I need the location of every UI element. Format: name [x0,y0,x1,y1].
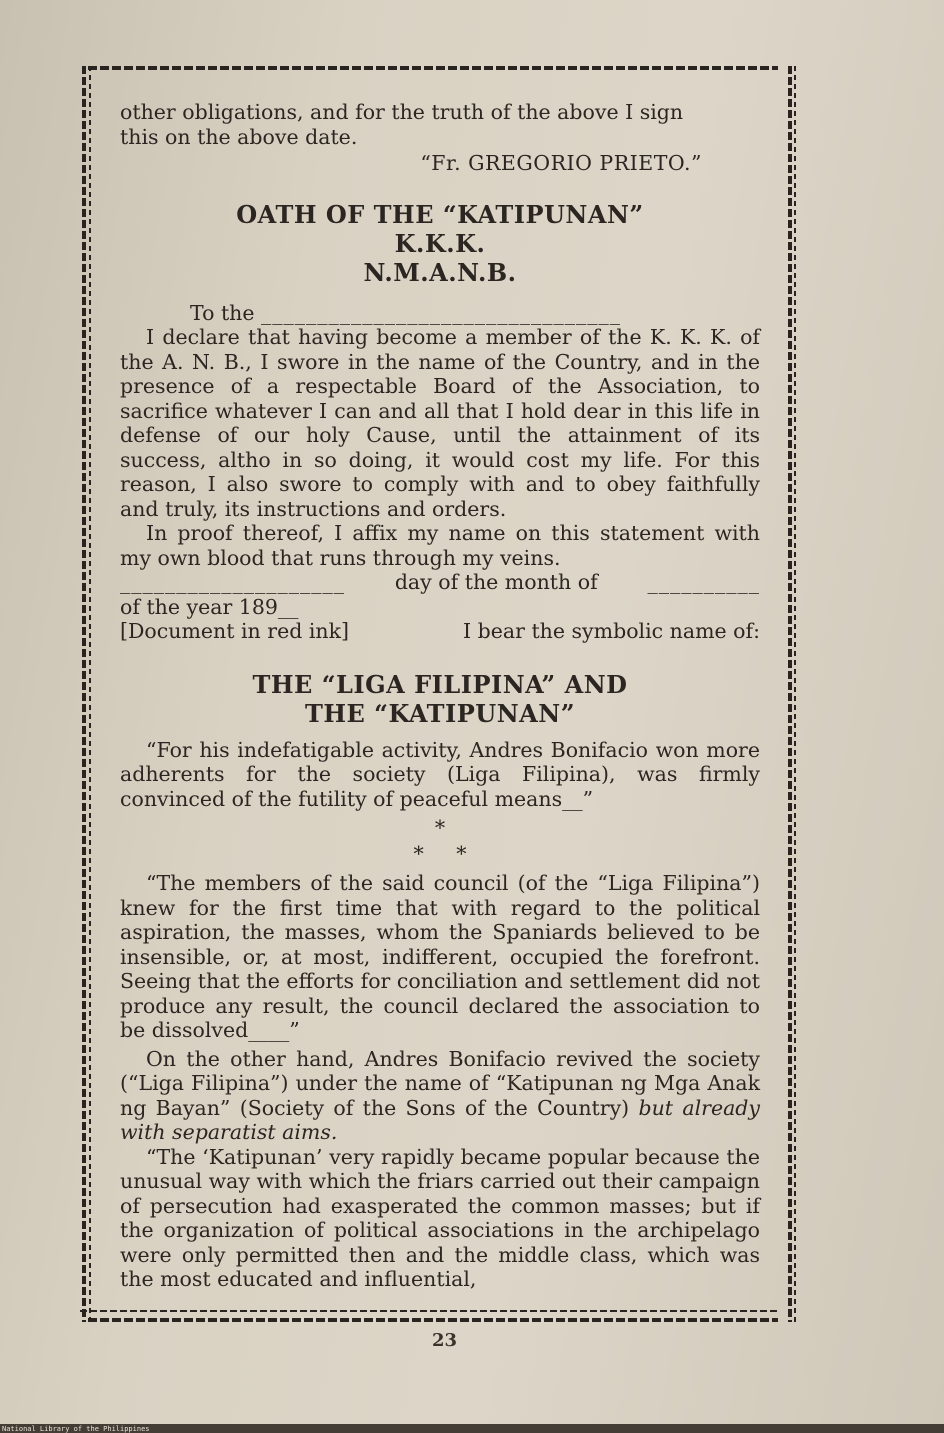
page-number: 23 [432,1330,458,1351]
separator-star-top: * [434,816,446,840]
document-note: [Document in red ink] [120,619,350,643]
oath-paragraph-2: In proof thereof, I affix my name on this statement with my own blood that runs through my veins. [120,521,760,570]
footer-credit: National Library of the Philippines [2,1425,150,1433]
liga-title-2: THE “KATIPUNAN” [304,698,576,728]
month-blank: __________ [647,570,760,594]
liga-paragraph-3-italic: but already with separatist aims. [120,1095,760,1144]
day-blank: ____________________ [120,570,345,594]
oath-paragraph-1: I declare that having become a member of the K. K. K. of the A. N. B., I swore in the name of the Country, and in the presence of a respectable Board of the Association, to sacrifice whatever I can and all that I hold dear in this life in defense of our holy Cause, until the attainment of its success, altho in so doing, it would cost my life. For this reason, I also swore to comply with and to obey faithfully and truly, its instructions and orders. [120,325,760,521]
section-separator [120,815,760,867]
symbolic-name: I bear the symbolic name of: [463,619,760,643]
decorative-border-right [788,66,792,1322]
date-line [120,570,760,595]
to-line [120,301,760,326]
liga-paragraph-2: “The members of the said council (of the “Liga Filipina”) knew for the first time that with regard to the political aspiration, the masses, whom the Spaniards believed to be insensible, or, at most, indifferent, occupied the forefront. Seeing that the efforts for conciliation and settlement did not produce any result, the council declared the association to be dissolved____” [120,871,760,1042]
oath-subtitle-nmanb: N.M.A.N.B. [363,257,517,287]
to-label: To the [190,300,255,325]
decorative-border-left [82,66,86,1322]
oath-title: OATH OF THE “KATIPUNAN” [236,199,644,229]
text-line: other obligations, and for the truth of the above I sign [120,100,684,124]
page-content [120,100,760,1292]
document-note-line [120,619,760,644]
decorative-border-bottom-inner [80,1310,780,1312]
liga-paragraph-3 [120,1047,760,1145]
year-line: of the year 189__ [120,594,299,619]
decorative-border-top [88,66,778,70]
liga-paragraph-3-text: On the other hand, Andres Bonifacio revived the society (“Liga Filipina”) under the name of “Katipunan ng Mga Anak ng Bayan” (Society of the Sons of the Country) [120,1046,760,1120]
decorative-border-left-inner [89,66,91,1322]
decorative-border-bottom [88,1318,778,1322]
liga-paragraph-1: “For his indefatigable activity, Andres Bonifacio won more adherents for the society (Liga Filipina), was firmly convinced of the futility of peaceful means__” [120,737,760,811]
signature: “Fr. GREGORIO PRIETO.” [420,151,702,175]
to-blank: ________________________________ [261,300,622,325]
decorative-border-right-inner [794,66,796,1322]
liga-title-1: THE “LIGA FILIPINA” AND [252,669,628,699]
oath-subtitle-kkk: K.K.K. [394,228,486,258]
date-text: day of the month of [394,570,598,594]
liga-paragraph-4: “The ‘Katipunan’ very rapidly became popular because the unusual way with which the friars carried out their campaign of persecution had exasperated the common masses; but if the organization of political associations in the archipelago were only permitted then and the middle class, which was the most educated and influential, [120,1144,760,1291]
separator-stars-bottom: * * [413,842,467,866]
text-line: this on the above date. [120,124,358,149]
